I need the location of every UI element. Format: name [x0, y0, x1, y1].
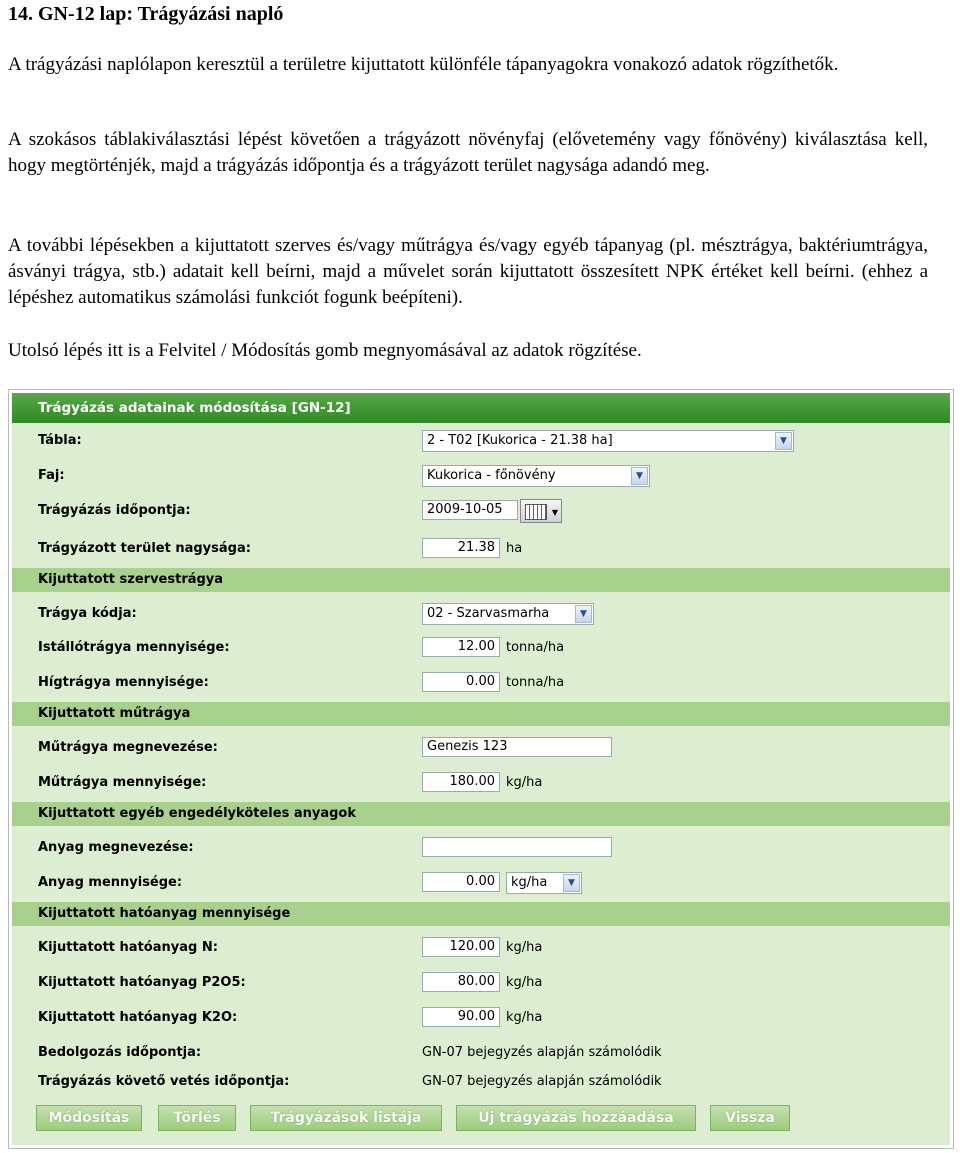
section-szervestragya: Kijuttatott szervestrágya: [12, 568, 950, 592]
tragya-kod-select[interactable]: [422, 603, 594, 625]
anyag-nev-input[interactable]: [422, 837, 612, 857]
modositas-button[interactable]: Módosítás: [36, 1105, 142, 1131]
hig-unit: tonna/ha: [506, 675, 565, 690]
hig-input[interactable]: 0.00: [422, 672, 500, 692]
hig-label: Hígtrágya mennyisége:: [38, 675, 209, 690]
p-unit: kg/ha: [506, 975, 543, 990]
paragraph-last-step: Utolsó lépés itt is a Felvitel / Módosítás gomb megnyomásával az adatok rögzítése.: [8, 340, 642, 361]
chevron-down-icon: ▼: [631, 467, 648, 485]
terulet-input[interactable]: 21.38: [422, 538, 500, 558]
k-input[interactable]: 90.00: [422, 1007, 500, 1027]
anyag-unit-select-value: kg/ha: [511, 875, 548, 890]
page-heading: 14. GN-12 lap: Trágyázási napló: [8, 3, 284, 25]
n-label: Kijuttatott hatóanyag N:: [38, 940, 218, 955]
chevron-down-icon: ▼: [551, 508, 558, 517]
n-input[interactable]: 120.00: [422, 937, 500, 957]
terulet-label: Trágyázott terület nagysága:: [38, 541, 251, 556]
istallo-label: Istállótrágya mennyisége:: [38, 640, 230, 655]
bedolgozas-label: Bedolgozás időpontja:: [38, 1045, 202, 1060]
paragraph-intro: A trágyázási naplólapon keresztül a területre kijuttatott különféle tápanyagokra vonakozó adatok rögzíthetők.: [8, 54, 839, 75]
section-hatoanyag: Kijuttatott hatóanyag mennyisége: [12, 902, 950, 926]
k-label: Kijuttatott hatóanyag K2O:: [38, 1010, 238, 1025]
tabla-select-value: 2 - T02 [Kukorica - 21.38 ha]: [427, 433, 613, 448]
form-panel: [12, 393, 950, 1145]
anyag-nev-label: Anyag megnevezése:: [38, 840, 194, 855]
mu-menny-input[interactable]: 180.00: [422, 772, 500, 792]
anyag-menny-input[interactable]: 0.00: [422, 872, 500, 892]
chevron-down-icon: ▼: [575, 605, 592, 623]
istallo-unit: tonna/ha: [506, 640, 565, 655]
faj-select[interactable]: [422, 465, 650, 487]
tragyazasok-listaja-button[interactable]: Trágyázások listája: [250, 1105, 442, 1131]
idopont-label: Trágyázás időpontja:: [38, 503, 191, 518]
mu-menny-label: Műtrágya mennyisége:: [38, 775, 207, 790]
n-unit: kg/ha: [506, 940, 543, 955]
mu-nev-input[interactable]: Genezis 123: [422, 737, 612, 757]
chevron-down-icon: ▼: [775, 432, 792, 450]
tabla-label: Tábla:: [38, 433, 82, 448]
terulet-unit: ha: [506, 541, 523, 556]
document-text: [8, 0, 928, 361]
calendar-button[interactable]: [520, 499, 562, 523]
mu-menny-unit: kg/ha: [506, 775, 543, 790]
faj-label: Faj:: [38, 468, 65, 483]
paragraph-steps: A szokásos táblakiválasztási lépést követően a trágyázott növényfaj (elővetemény vagy főnövény) kiválasztása kell, hogy megtörténjék, majd a trágyázás időpontja és a trágyázott terület nagysága adandó meg.: [8, 129, 928, 176]
section-mutragya: Kijuttatott műtrágya: [12, 702, 950, 726]
chevron-down-icon: ▼: [563, 874, 580, 892]
k-unit: kg/ha: [506, 1010, 543, 1025]
calendar-icon: [525, 504, 547, 520]
anyag-menny-label: Anyag mennyisége:: [38, 875, 183, 890]
torles-button[interactable]: Törlés: [158, 1105, 236, 1131]
tragya-kod-label: Trágya kódja:: [38, 606, 137, 621]
anyag-unit-select[interactable]: [506, 872, 582, 894]
fertilization-form-screenshot: [8, 389, 954, 1149]
form-title: Trágyázás adatainak módosítása [GN-12]: [12, 393, 950, 423]
bedolgozas-value: GN-07 bejegyzés alapján számolódik: [422, 1045, 662, 1060]
section-egyeb-anyagok: Kijuttatott egyéb engedélyköteles anyagok: [12, 802, 950, 826]
tragya-kod-select-value: 02 - Szarvasmarha: [427, 606, 550, 621]
tabla-select[interactable]: [422, 430, 794, 452]
vissza-button[interactable]: Vissza: [710, 1105, 790, 1131]
paragraph-further-steps: A további lépésekben a kijuttatott szerves és/vagy műtrágya és/vagy egyéb tápanyag (pl. mésztrágya, baktériumtrágya, ásványi trágya, stb.) adatait kell beírni, majd a művelet során kijuttatott összesített NPK értéket kell beírni. (ehhez a lépéshez automatikus számolási funkciót fogunk beépíteni).: [8, 235, 928, 308]
p-input[interactable]: 80.00: [422, 972, 500, 992]
faj-select-value: Kukorica - főnövény: [427, 468, 556, 483]
uj-tragyazas-button[interactable]: Új trágyázás hozzáadása: [456, 1105, 696, 1131]
veto-label: Trágyázás követő vetés időpontja:: [38, 1074, 290, 1089]
date-input[interactable]: 2009-10-05: [422, 500, 518, 520]
mu-nev-label: Műtrágya megnevezése:: [38, 740, 218, 755]
p-label: Kijuttatott hatóanyag P2O5:: [38, 975, 246, 990]
istallo-input[interactable]: 12.00: [422, 637, 500, 657]
veto-value: GN-07 bejegyzés alapján számolódik: [422, 1074, 662, 1089]
